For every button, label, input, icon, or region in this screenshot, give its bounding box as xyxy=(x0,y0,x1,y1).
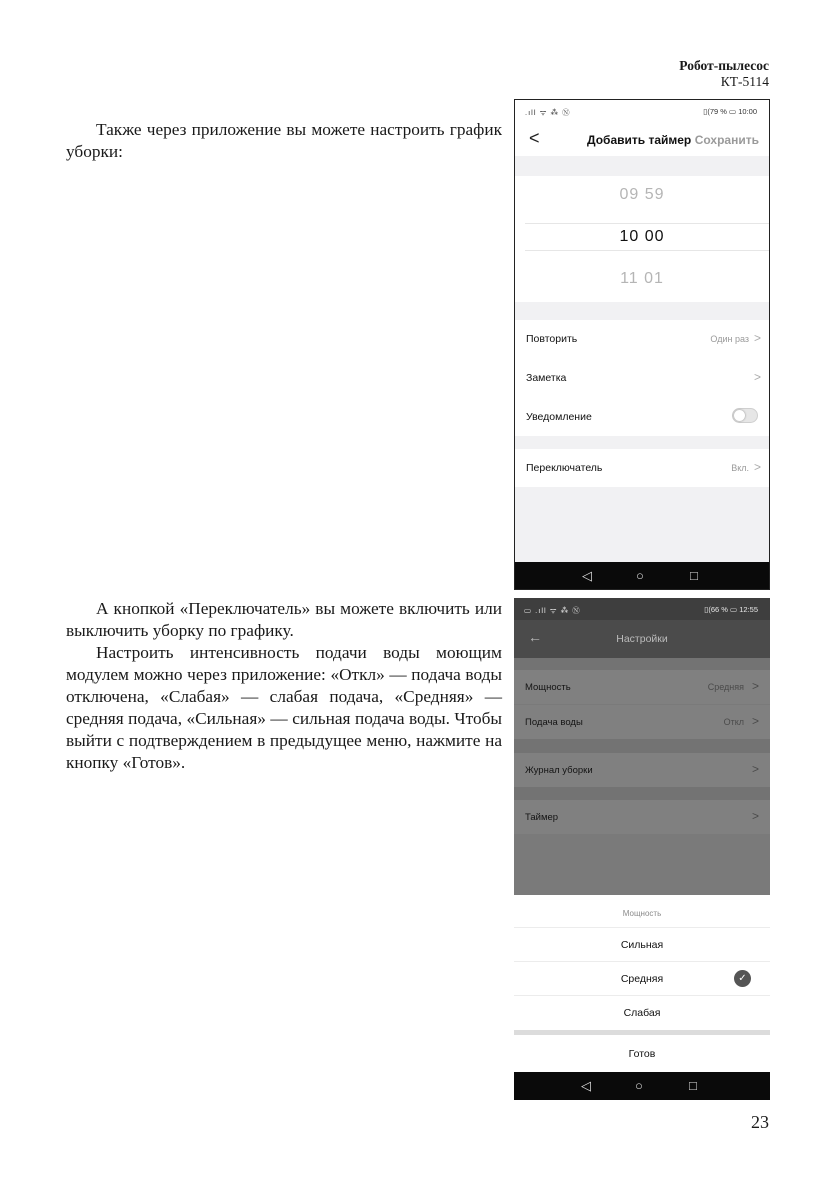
status-bar xyxy=(515,100,769,122)
chevron-right-icon: > xyxy=(751,679,759,693)
time-picker[interactable] xyxy=(515,176,769,302)
picker-hour: 10 xyxy=(619,228,640,245)
nav-home-icon[interactable]: ○ xyxy=(636,568,644,583)
power-bottom-sheet xyxy=(514,895,770,1072)
picker-minute: 01 xyxy=(644,270,664,287)
cleaning-log-row[interactable] xyxy=(514,753,770,787)
header-product-name: Робот-пылесос xyxy=(679,58,769,73)
paragraph-1-text: Также через приложение вы можете настроить график уборки: xyxy=(66,120,502,161)
option-weak[interactable] xyxy=(514,995,770,1030)
chevron-right-icon: > xyxy=(753,370,761,384)
option-strong[interactable] xyxy=(514,927,770,962)
status-battery-time: ▯(79 % ▭ 10:00 xyxy=(703,107,757,116)
picker-divider xyxy=(525,223,769,224)
option-label: Сильная xyxy=(620,939,664,951)
nav-recent-icon[interactable]: □ xyxy=(690,568,698,583)
option-label: Слабая xyxy=(623,1007,661,1019)
timer-label: Таймер xyxy=(525,812,559,823)
note-row[interactable] xyxy=(515,359,769,397)
notification-toggle[interactable] xyxy=(732,408,758,423)
timer-row[interactable] xyxy=(514,800,770,834)
note-label: Заметка xyxy=(526,372,567,384)
paragraph-3-text: Настроить интенсивность подачи воды моющим модулем можно через приложение: «Откл» — подача воды отключена, «Слабая» — слабая подача, «Средняя» — средняя подача, «Сильная» — сильная подача воды. Чтобы выйти с подтверждением в предыдущее меню, нажмите на кнопку «Готов». xyxy=(66,643,502,772)
repeat-row[interactable] xyxy=(515,320,769,358)
picker-row-selected[interactable] xyxy=(515,228,769,246)
picker-row-next[interactable] xyxy=(515,270,769,288)
water-row[interactable] xyxy=(514,705,770,739)
back-chevron-icon[interactable]: < xyxy=(529,128,540,148)
app-header xyxy=(515,122,769,156)
section-gap xyxy=(515,436,769,449)
android-nav-bar xyxy=(514,1072,770,1100)
running-header xyxy=(679,58,769,90)
repeat-value: Один раз xyxy=(710,334,749,344)
chevron-right-icon: > xyxy=(751,809,759,823)
status-battery-time: ▯(66 % ▭ 12:55 xyxy=(704,605,758,614)
section-gap xyxy=(514,787,770,800)
chevron-right-icon: > xyxy=(753,331,761,345)
paragraph-2-text: А кнопкой «Переключатель» вы можете включить или выключить уборку по графику. xyxy=(66,599,502,640)
cleaning-log-label: Журнал уборки xyxy=(525,765,593,776)
switch-value: Вкл. xyxy=(731,463,749,473)
save-button[interactable]: Сохранить xyxy=(694,133,759,147)
chevron-right-icon: > xyxy=(753,460,761,474)
switch-row[interactable] xyxy=(515,449,769,487)
paragraph-schedule xyxy=(66,119,502,163)
nav-home-icon[interactable]: ○ xyxy=(635,1078,643,1093)
app-header xyxy=(514,620,770,658)
switch-label: Переключатель xyxy=(526,462,603,474)
option-medium[interactable] xyxy=(514,961,770,996)
status-bar xyxy=(514,598,770,620)
chevron-right-icon: > xyxy=(751,762,759,776)
water-label: Подача воды xyxy=(525,717,583,728)
repeat-label: Повторить xyxy=(526,333,578,345)
nav-recent-icon[interactable]: □ xyxy=(689,1078,697,1093)
notification-row xyxy=(515,398,769,436)
picker-hour: 11 xyxy=(620,270,639,287)
power-row[interactable] xyxy=(514,670,770,704)
option-label: Средняя xyxy=(620,973,664,985)
android-nav-bar xyxy=(515,562,769,590)
screenshot-settings-power xyxy=(514,598,770,1100)
power-value: Средняя xyxy=(707,682,744,692)
nav-back-icon[interactable]: ◁ xyxy=(581,1078,591,1093)
paragraph-switch-and-water xyxy=(66,598,502,774)
chevron-right-icon: > xyxy=(751,714,759,728)
empty-area xyxy=(515,487,769,563)
picker-hour: 09 xyxy=(619,186,640,203)
picker-divider xyxy=(525,250,769,251)
picker-row-prev[interactable] xyxy=(515,186,769,204)
page-title: Добавить таймер xyxy=(587,133,692,147)
checkmark-icon: ✓ xyxy=(734,970,751,987)
status-icons-left: ▭ .ıll ᯤ ⁂ Ⓝ xyxy=(524,606,581,615)
done-button[interactable] xyxy=(514,1035,770,1072)
done-label: Готов xyxy=(628,1048,656,1060)
screenshot-add-timer xyxy=(514,99,770,590)
status-icons-left: .ıll ᯤ ⁂ Ⓝ xyxy=(525,108,571,117)
header-model: КТ-5114 xyxy=(720,74,769,89)
picker-minute: 00 xyxy=(644,228,665,245)
section-gap xyxy=(515,302,769,320)
sheet-title: Мощность xyxy=(622,909,662,918)
back-arrow-icon[interactable]: ← xyxy=(528,629,542,645)
page-title: Настройки xyxy=(616,633,668,645)
power-label: Мощность xyxy=(525,682,571,693)
nav-back-icon[interactable]: ◁ xyxy=(582,568,592,583)
water-value: Откл xyxy=(723,717,744,727)
section-gap xyxy=(514,739,770,753)
picker-minute: 59 xyxy=(644,186,665,203)
toggle-knob xyxy=(734,410,745,421)
section-gap xyxy=(515,156,769,176)
section-gap xyxy=(514,658,770,670)
notification-label: Уведомление xyxy=(526,411,592,423)
page-number: 23 xyxy=(751,1112,769,1132)
